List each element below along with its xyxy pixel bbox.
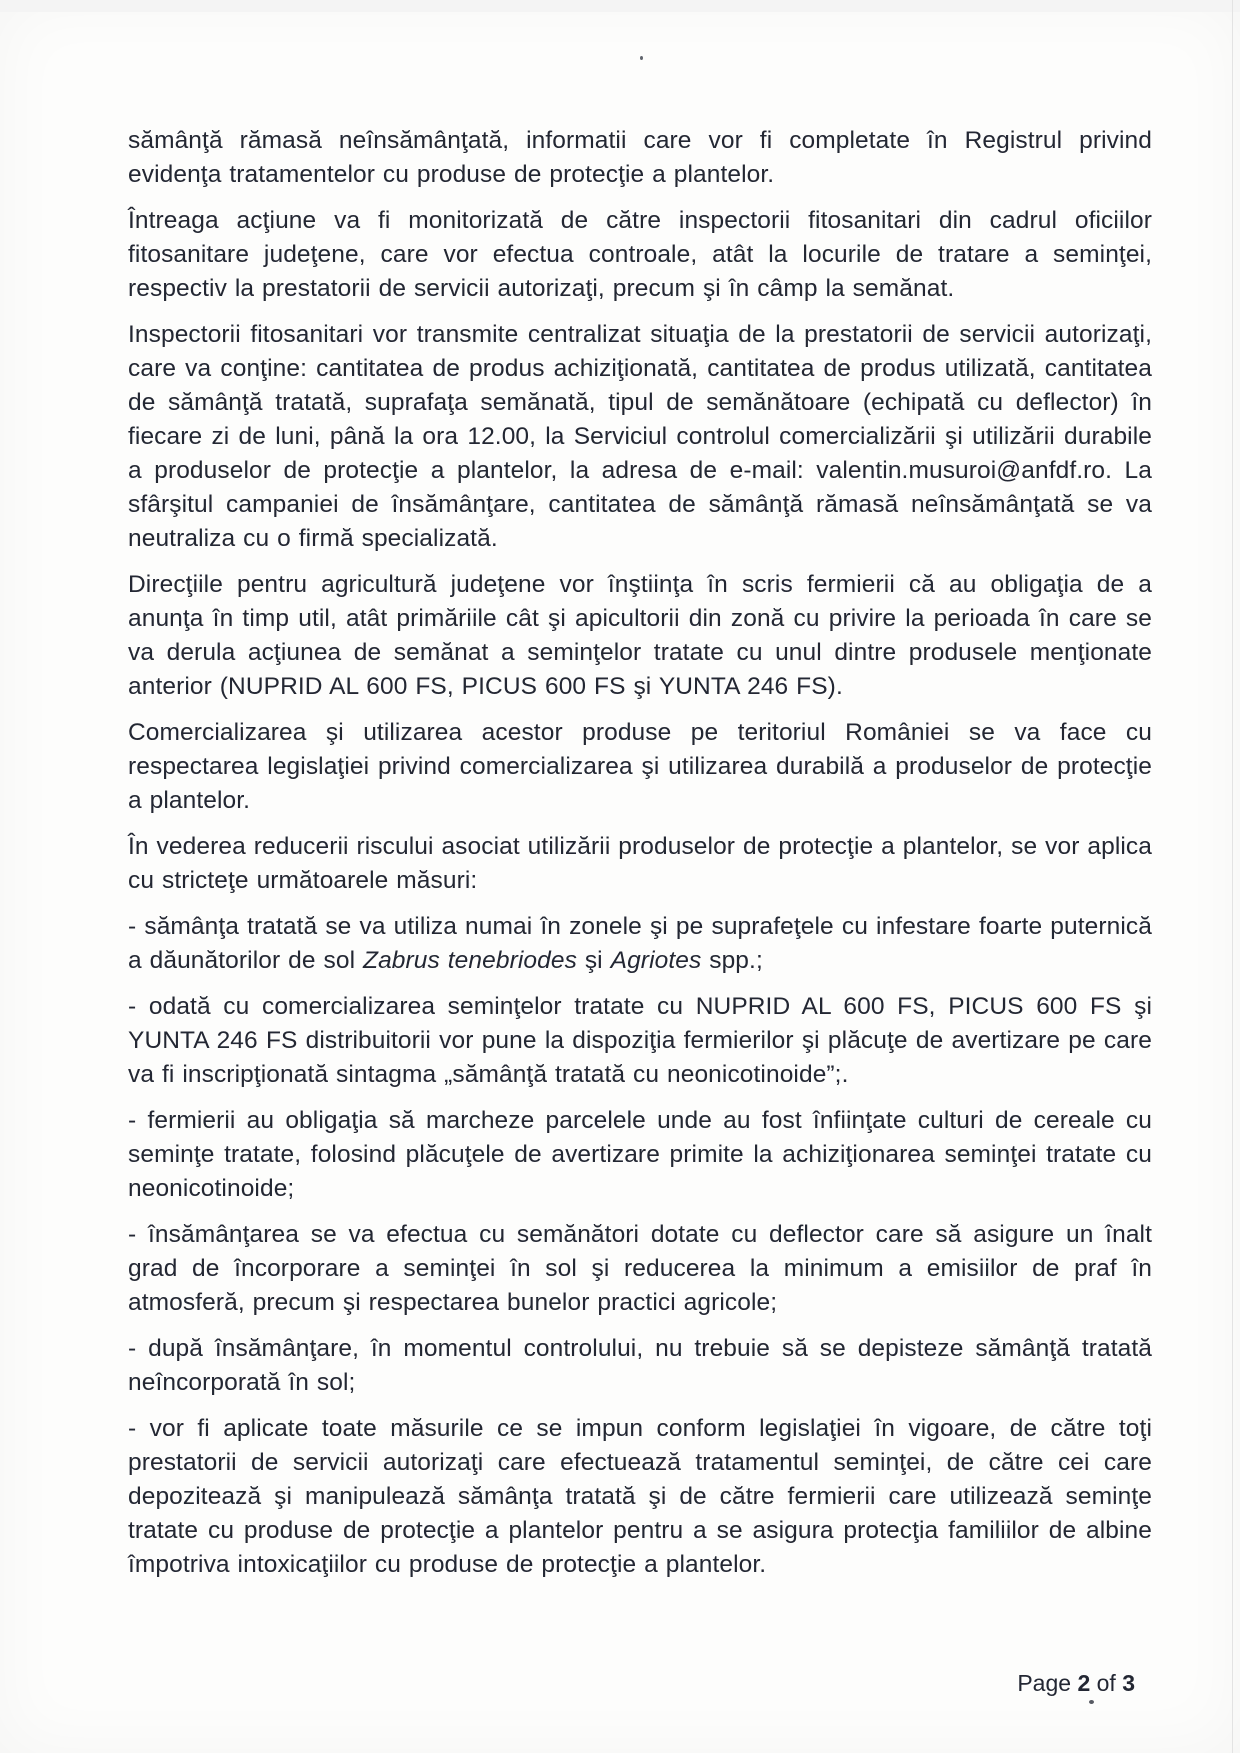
paragraph-monitoring-action: Întreaga acţiune va fi monitorizată de către inspectorii fitosanitari din cadrul oficiilor fitosanitare judeţene, care vor efectua controale, atât la locurile de tratare a seminţei, respectiv la prestatorii de servicii autorizaţi, precum şi în câmp la semănat. — [128, 207, 1152, 302]
footer-page-number: 2 — [1077, 1670, 1091, 1696]
paragraph-commercialization: Comercializarea şi utilizarea acestor produse pe teritoriul României se va face cu respectarea legislaţiei privind comercializarea şi utilizarea durabilă a produselor de protecţie a plantelor. — [128, 719, 1152, 814]
scan-speck — [1089, 1700, 1094, 1704]
scan-edge-artifact — [1232, 0, 1233, 1753]
scan-speck — [640, 56, 643, 60]
footer-of-label: of — [1090, 1670, 1123, 1696]
bullet-item-legal-measures: - vor fi aplicate toate măsurile ce se impun conform legislaţiei în vigoare, de către toţi prestatorii de servicii autorizaţi care efectuează tratamentul seminţei, de către cei care depozitează şi manipulează sămânţa tratată şi de către fermierii care utilizează seminţe tratate cu produse de protecţie a plantelor pentru a se asigura protecţia familiilor de albine împotriva intoxicaţiilor cu produse de protecţie a plantelor. — [128, 1415, 1152, 1578]
bullet-text-segment: spp.; — [701, 947, 763, 974]
paragraph-remaining-seed: sămânţă rămasă neînsămânţată, informatii care vor fi completate în Registrul privind evidenţa tratamentelor cu produse de protecţie a plantelor. — [128, 127, 1152, 188]
document-text-block — [128, 124, 1152, 1582]
page-footer — [1017, 1668, 1135, 1698]
footer-page-label: Page — [1017, 1670, 1078, 1696]
bullet-item-no-uncovered-seed: - după însămânţare, în momentul controlului, nu trebuie să se depisteze sămânţă tratată neîncorporată în sol; — [128, 1335, 1152, 1396]
bullet-text-segment: şi — [576, 947, 611, 974]
bullet-item-infested-zones — [128, 910, 1152, 978]
species-name-italic: Agriotes — [610, 947, 702, 974]
paragraph-inspectors-report: Inspectorii fitosanitari vor transmite centralizat situaţia de la prestatorii de servicii autorizaţi, care va conţine: cantitatea de produs achiziţionată, cantitatea de produs utilizată, cantitatea de sămânţă tratată, suprafaţa semănată, tipul de semănătoare (echipată cu deflector) în fiecare zi de luni, până la ora 12.00, la Serviciul controlul comercializării şi utilizării durabile a produselor de protecţie a plantelor, la adresa de e-mail: valentin.musuroi@anfdf.ro. La sfârşitul campaniei de însămânţare, cantitatea de sămânţă rămasă neînsămânţată se va neutraliza cu o firmă specializată. — [128, 321, 1152, 552]
scan-edge-artifact — [0, 0, 1240, 12]
bullet-item-warning-plates: - odată cu comercializarea seminţelor tratate cu NUPRID AL 600 FS, PICUS 600 FS şi YUNTA 246 FS distribuitorii vor pune la dispoziţia fermierilor şi plăcuţe de avertizare pe care va fi inscripţionată sintagma „sămânţă tratată cu neonicotinoide”;. — [128, 993, 1152, 1088]
paragraph-risk-reduction-intro: În vederea reducerii riscului asociat utilizării produselor de protecţie a plantelor, se vor aplica cu stricteţe următoarele măsuri: — [128, 833, 1152, 894]
species-name-italic: Zabrus tenebriodes — [363, 947, 577, 974]
footer-page-total: 3 — [1122, 1670, 1135, 1696]
bullet-item-mark-parcels: - fermierii au obligaţia să marcheze parcelele unde au fost înfiinţate culturi de cereale cu seminţe tratate, folosind plăcuţele de avertizare primite la achiziţionarea seminţei tratate cu neonicotinoide; — [128, 1107, 1152, 1202]
paragraph-agriculture-directions: Direcţiile pentru agricultură judeţene vor înştiinţa în scris fermierii că au obligaţia de a anunţa în timp util, atât primăriile cât şi apicultorii din zonă cu privire la perioada în care se va derula acţiunea de semănat a seminţelor tratate cu unul dintre produsele menţionate anterior (NUPRID AL 600 FS, PICUS 600 FS şi YUNTA 246 FS). — [128, 571, 1152, 700]
bullet-item-deflector-seeders: - însămânţarea se va efectua cu semănători dotate cu deflector care să asigure un înalt grad de încorporare a seminţei în sol şi reducerea la minimum a emisiilor de praf în atmosferă, precum şi respectarea bunelor practici agricole; — [128, 1221, 1152, 1316]
bullet-text-segment: - sămânţa tratată se va utiliza numai în zonele şi pe suprafeţele cu infestare foarte puternică a dăunătorilor de sol — [128, 913, 1152, 974]
